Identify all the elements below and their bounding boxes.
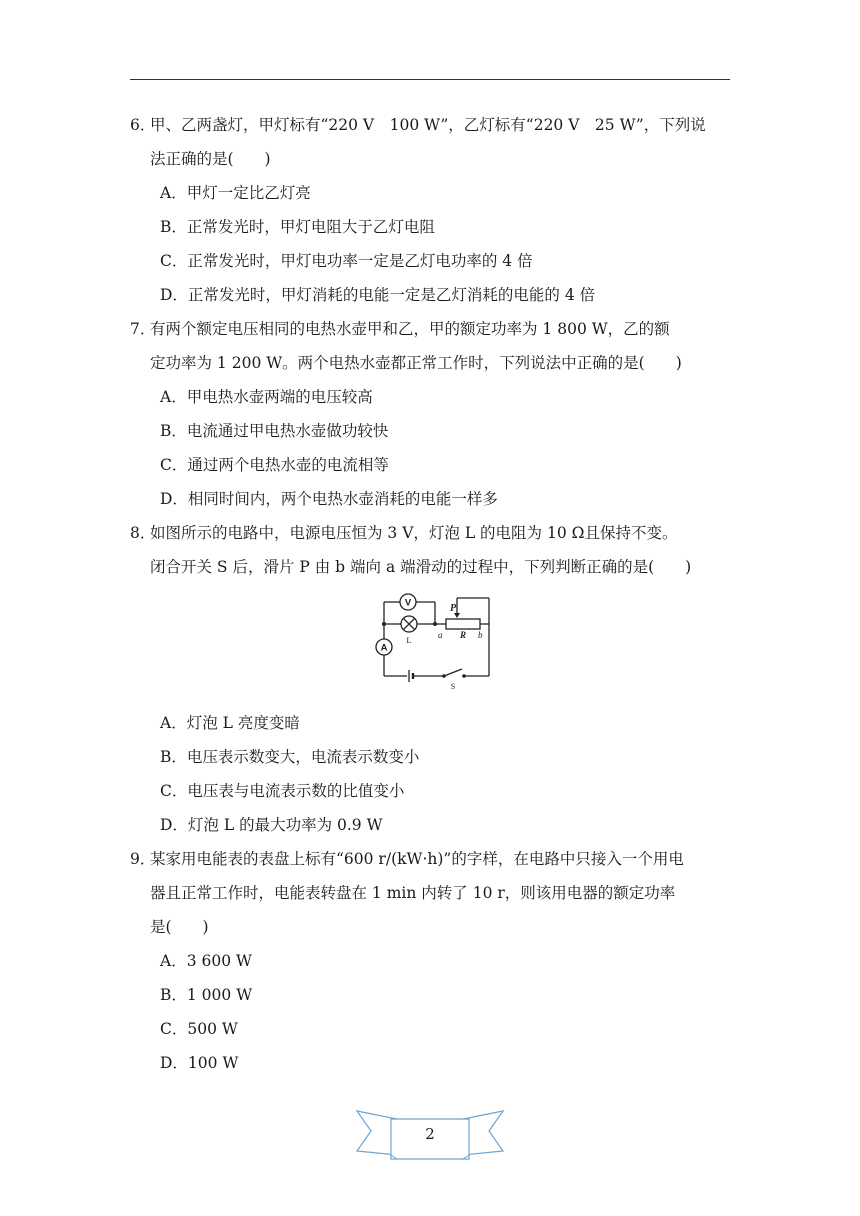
question-list <box>130 108 730 1080</box>
question-number: 9． <box>130 850 156 868</box>
end-a-label: a <box>438 630 443 640</box>
question-stem-line: 是( ) <box>150 918 209 936</box>
option-b[interactable]: B．1 000 W <box>160 986 253 1004</box>
option-a[interactable]: A．甲灯一定比乙灯亮 <box>160 184 311 202</box>
question-stem-line: 闭合开关 S 后，滑片 P 由 b 端向 a 端滑动的过程中，下列判断正确的是( ) <box>150 558 692 576</box>
header-rule <box>130 79 730 80</box>
ammeter-label: A <box>380 642 388 654</box>
option-d[interactable]: D．相同时间内，两个电热水壶消耗的电能一样多 <box>160 490 498 508</box>
option-c[interactable]: C．通过两个电热水壶的电流相等 <box>160 456 389 474</box>
question-stem-text: 甲、乙两盏灯，甲灯标有“220 V 100 W”，乙灯标有“220 V 25 W”，下列说 <box>150 116 706 134</box>
question-stem-line: 定功率为 1 200 W。两个电热水壶都正常工作时，下列说法中正确的是( ) <box>150 354 682 372</box>
option-a[interactable]: A．3 600 W <box>160 952 252 970</box>
question-9 <box>130 842 730 1080</box>
switch-label: S <box>450 682 456 690</box>
option-a[interactable]: A．甲电热水壶两端的电压较高 <box>160 388 373 406</box>
question-stem-line <box>130 108 730 142</box>
option-c[interactable]: C．电压表与电流表示数的比值变小 <box>160 782 405 800</box>
page-number: 2 <box>425 1125 435 1143</box>
option-d[interactable]: D．100 W <box>160 1054 239 1072</box>
question-stem-text: 如图所示的电路中，电源电压恒为 3 V，灯泡 L 的电阻为 10 Ω且保持不变。 <box>150 524 678 542</box>
question-number: 6． <box>130 116 156 134</box>
slider-label: P <box>450 603 457 614</box>
option-c[interactable]: C．正常发光时，甲灯电功率一定是乙灯电功率的 4 倍 <box>160 252 533 270</box>
end-b-label: b <box>478 630 483 640</box>
question-8 <box>130 516 730 842</box>
resistor-label: R <box>460 630 467 640</box>
option-a[interactable]: A．灯泡 L 亮度变暗 <box>160 714 300 732</box>
question-6 <box>130 108 730 312</box>
question-stem-text: 有两个额定电压相同的电热水壶甲和乙，甲的额定功率为 1 800 W，乙的额 <box>150 320 670 338</box>
circuit-diagram <box>130 590 730 702</box>
question-stem-line <box>130 312 730 346</box>
question-stem-text: 某家用电能表的表盘上标有“600 r/(kW·h)”的字样，在电路中只接入一个用电 <box>150 850 684 868</box>
question-number: 8． <box>130 524 156 542</box>
question-number: 7． <box>130 320 156 338</box>
option-d[interactable]: D．正常发光时，甲灯消耗的电能一定是乙灯消耗的电能的 4 倍 <box>160 286 596 304</box>
voltmeter-label: V <box>404 597 412 609</box>
page-footer <box>355 1105 505 1167</box>
question-stem-line: 法正确的是( ) <box>150 150 271 168</box>
option-b[interactable]: B．电流通过甲电热水壶做功较快 <box>160 422 389 440</box>
option-b[interactable]: B．正常发光时，甲灯电阻大于乙灯电阻 <box>160 218 435 236</box>
option-d[interactable]: D．灯泡 L 的最大功率为 0.9 W <box>160 816 383 834</box>
option-c[interactable]: C．500 W <box>160 1020 238 1038</box>
question-7 <box>130 312 730 516</box>
lamp-label: L <box>406 635 412 645</box>
question-stem-line <box>130 516 730 550</box>
question-stem-line <box>130 842 730 876</box>
circuit-svg <box>374 590 504 690</box>
question-stem-line: 器且正常工作时，电能表转盘在 1 min 内转了 10 r，则该用电器的额定功率 <box>150 884 676 902</box>
option-b[interactable]: B．电压表示数变大，电流表示数变小 <box>160 748 420 766</box>
